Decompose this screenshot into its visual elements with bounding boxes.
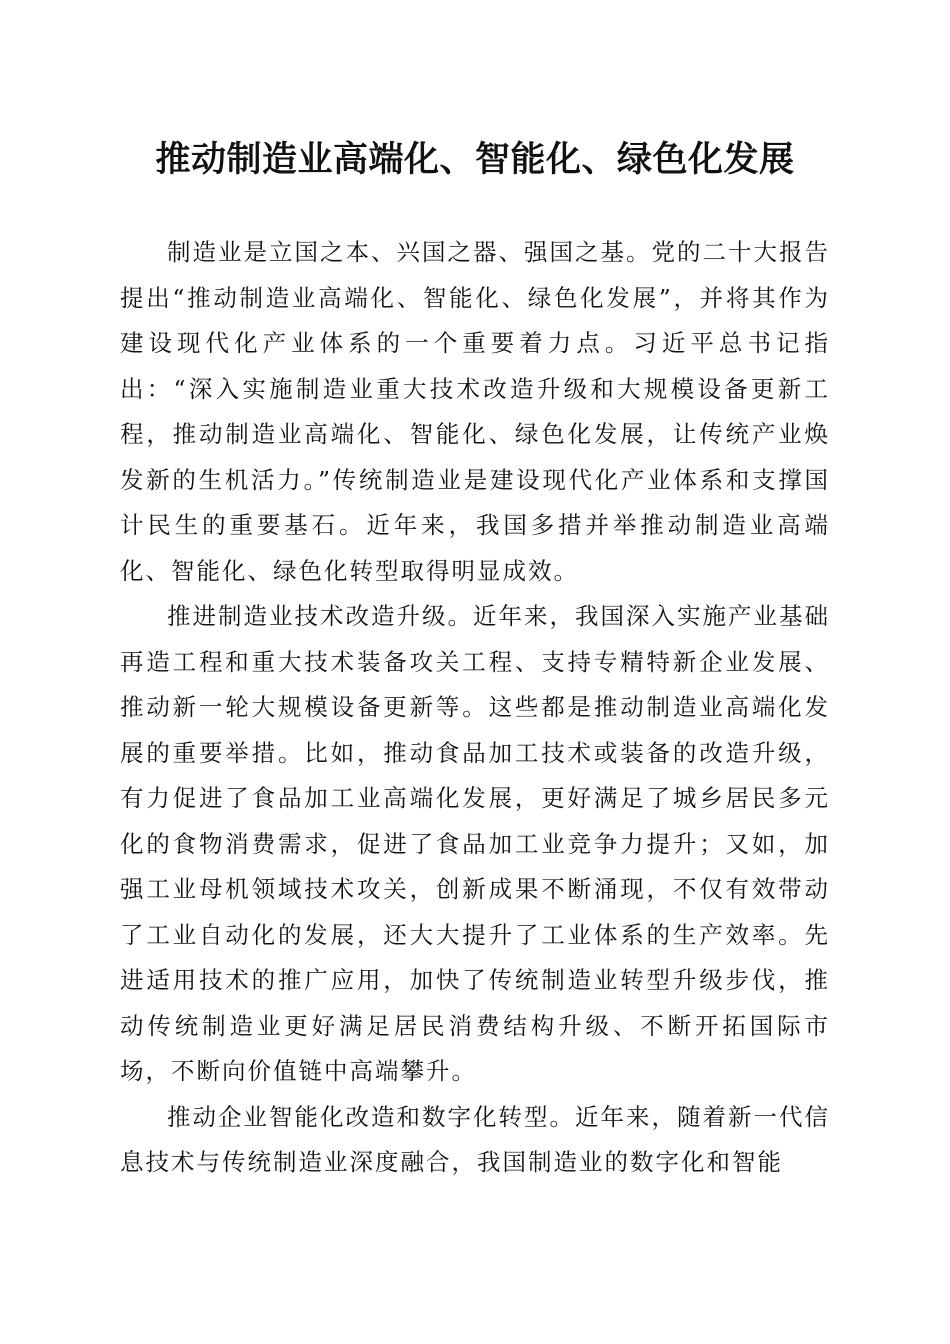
- document-body: [120, 230, 830, 1186]
- paragraph-digital-transformation: 推动企业智能化改造和数字化转型。近年来，随着新一代信息技术与传统制造业深度融合，我国制造业的数字化和智能: [120, 1102, 830, 1176]
- document-title: 推动制造业高端化、智能化、绿色化发展: [155, 139, 795, 180]
- paragraph-tech-upgrade: 推进制造业技术改造升级。近年来，我国深入实施产业基础再造工程和重大技术装备攻关工程、支持专精特新企业发展、推动新一轮大规模设备更新等。这些都是推动制造业高端化发展的重要举措。比如，推动食品加工技术或装备的改造升级，有力促进了食品加工业高端化发展，更好满足了城乡居民多元化的食物消费需求，促进了食品加工业竞争力提升；又如，加强工业母机领域技术攻关，创新成果不断涌现，不仅有效带动了工业自动化的发展，还大大提升了工业体系的生产效率。先进适用技术的推广应用，加快了传统制造业转型升级步伐，推动传统制造业更好满足居民消费结构升级、不断开拓国际市场，不断向价值链中高端攀升。: [120, 602, 830, 1085]
- paragraph-intro: 制造业是立国之本、兴国之器、强国之基。党的二十大报告提出“推动制造业高端化、智能化、绿色化发展”，并将其作为建设现代化产业体系的一个重要着力点。习近平总书记指出：“深入实施制造业重大技术改造升级和大规模设备更新工程，推动制造业高端化、智能化、绿色化发展，让传统产业焕发新的生机活力。”传统制造业是建设现代化产业体系和支撑国计民生的重要基石。近年来，我国多措并举推动制造业高端化、智能化、绿色化转型取得明显成效。: [120, 238, 830, 585]
